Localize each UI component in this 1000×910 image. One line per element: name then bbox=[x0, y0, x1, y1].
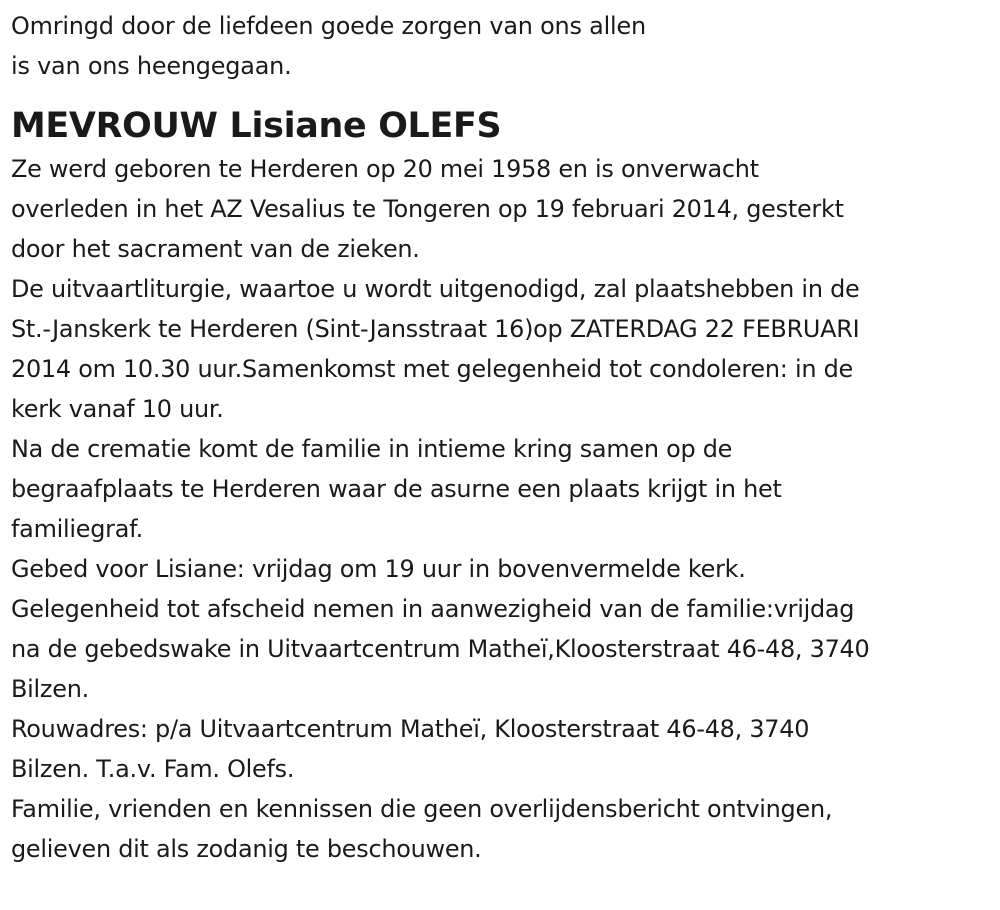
intro-line: Omringd door de liefdeen goede zorgen van ons allen bbox=[11, 12, 646, 40]
body-line: Bilzen. bbox=[11, 675, 89, 703]
body-line: Gelegenheid tot afscheid nemen in aanwezigheid van de familie:vrijdag bbox=[11, 595, 855, 623]
body-line: overleden in het AZ Vesalius te Tongeren op 19 februari 2014, gesterkt bbox=[11, 195, 844, 223]
intro-text bbox=[11, 6, 996, 86]
body-line: 2014 om 10.30 uur.Samenkomst met gelegenheid tot condoleren: in de bbox=[11, 355, 853, 383]
body-line: Familie, vrienden en kennissen die geen overlijdensbericht ontvingen, bbox=[11, 795, 833, 823]
intro-line: is van ons heengegaan. bbox=[11, 52, 292, 80]
body-line: Na de crematie komt de familie in intieme kring samen op de bbox=[11, 435, 733, 463]
body-line: Bilzen. T.a.v. Fam. Olefs. bbox=[11, 755, 295, 783]
body-line: De uitvaartliturgie, waartoe u wordt uitgenodigd, zal plaatshebben in de bbox=[11, 275, 860, 303]
body-line: gelieven dit als zodanig te beschouwen. bbox=[11, 835, 482, 863]
notice-body bbox=[11, 149, 996, 869]
body-line: St.-Janskerk te Herderen (Sint-Jansstraat 16)op ZATERDAG 22 FEBRUARI bbox=[11, 315, 860, 343]
obituary-notice bbox=[11, 6, 996, 869]
deceased-name: MEVROUW Lisiane OLEFS bbox=[11, 106, 502, 146]
body-line: kerk vanaf 10 uur. bbox=[11, 395, 224, 423]
body-line: Ze werd geboren te Herderen op 20 mei 1958 en is onverwacht bbox=[11, 155, 759, 183]
body-line: na de gebedswake in Uitvaartcentrum Matheï,Kloosterstraat 46-48, 3740 bbox=[11, 635, 870, 663]
body-line: Gebed voor Lisiane: vrijdag om 19 uur in bovenvermelde kerk. bbox=[11, 555, 746, 583]
body-line: familiegraf. bbox=[11, 515, 143, 543]
body-line: Rouwadres: p/a Uitvaartcentrum Matheï, Kloosterstraat 46-48, 3740 bbox=[11, 715, 810, 743]
body-line: begraafplaats te Herderen waar de asurne een plaats krijgt in het bbox=[11, 475, 782, 503]
body-line: door het sacrament van de zieken. bbox=[11, 235, 420, 263]
